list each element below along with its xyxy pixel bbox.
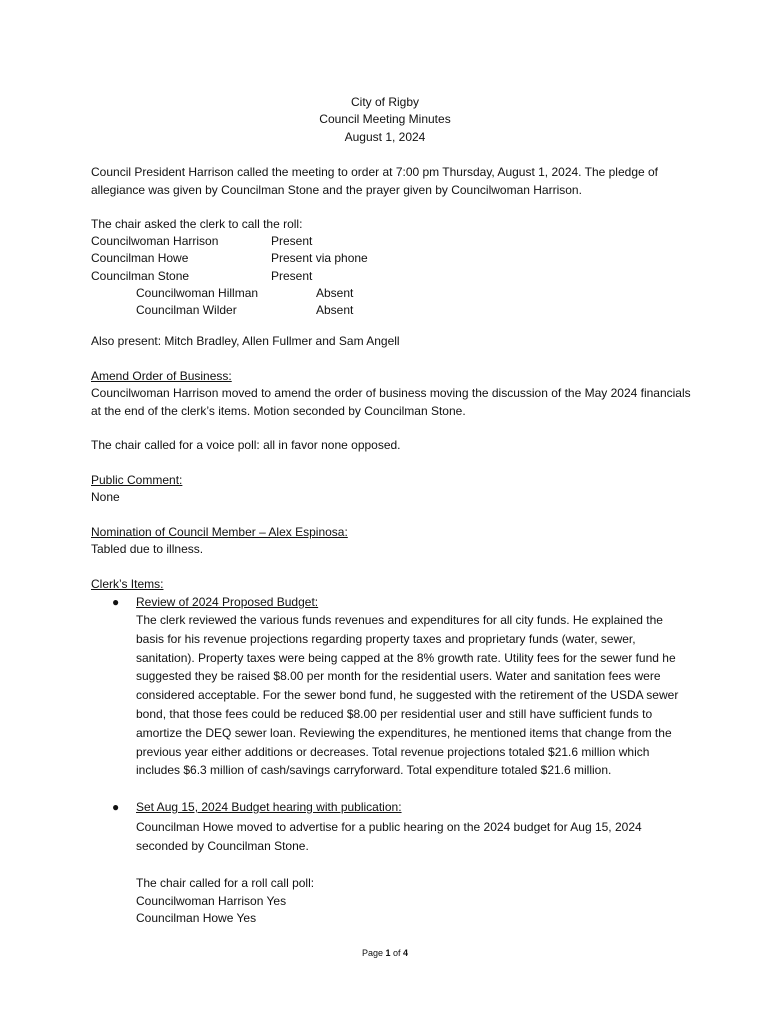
also-present: Also present: Mitch Bradley, Allen Fullmer and Sam Angell — [91, 334, 400, 348]
bullet-icon: ● — [112, 800, 120, 814]
nomination-heading: Nomination of Council Member – Alex Espinosa: — [91, 525, 348, 539]
amend-vote: The chair called for a voice poll: all in favor none opposed. — [91, 438, 401, 452]
public-comment-heading: Public Comment: — [91, 473, 183, 487]
meeting-date: August 1, 2024 — [344, 130, 426, 144]
bullet-icon: ● — [112, 595, 120, 609]
member-status: Present — [271, 269, 313, 283]
poll-intro: The chair called for a roll call poll: — [136, 876, 315, 890]
member-name: Councilwoman Hillman — [136, 286, 259, 300]
roll-intro: The chair asked the clerk to call the roll: — [91, 217, 303, 231]
member-vote: Yes — [266, 894, 287, 908]
city-name: City of Rigby — [350, 95, 420, 109]
clerks-items-heading: Clerk’s Items: — [91, 577, 164, 591]
member-name: Councilman Howe — [136, 911, 234, 925]
item-text: The clerk reviewed the various funds revenues and expenditures for all city funds. He explained the basis for his revenue projections regarding property taxes and proprietary funds (water, sewer, sanitation). Property taxes were being capped at the 8% growth rate. Utility fees for the sewer fund he suggested they be raised $8.00 per month for the residential users. Water and sanitation fees were considered acceptable. For the sewer bond fund, he suggested with the retirement of the USDA sewer bond, that those fees could be reduced $8.00 per residential user and still have sufficient funds to amortize the DEQ sewer loan. Reviewing the expenditures, he mentioned items that change from the previous year either additions or decreases. Total revenue projections totaled $21.6 million which includes $6.3 million of cash/savings carryforward. Total expenditure totaled $21.6 million. — [136, 613, 679, 778]
page-word: Page — [361, 948, 383, 958]
member-vote: Yes — [236, 911, 257, 925]
member-status: Present via phone — [271, 251, 368, 265]
member-status: Present — [271, 234, 313, 248]
opening-paragraph: Council President Harrison called the meeting to order at 7:00 pm Thursday, August 1, 2024. The pledge of allegiance was given by Councilman Stone and the prayer given by Councilwoman Harrison. — [91, 165, 659, 197]
poll-row — [136, 910, 256, 927]
amend-heading: Amend Order of Business: — [91, 369, 232, 383]
clerk-item — [112, 594, 318, 611]
page-number: 1 — [385, 948, 391, 958]
item-heading: Review of 2024 Proposed Budget: — [136, 595, 319, 609]
public-comment-text: None — [91, 490, 120, 504]
clerk-item — [112, 799, 402, 816]
page-total: 4 — [403, 948, 409, 958]
document-title: Council Meeting Minutes — [319, 112, 451, 126]
member-status: Absent — [316, 303, 354, 317]
nomination-text: Tabled due to illness. — [91, 542, 204, 556]
item-heading: Set Aug 15, 2024 Budget hearing with publication: — [136, 800, 402, 814]
amend-text: Councilwoman Harrison moved to amend the order of business moving the discussion of the May 2024 financials at the end of the clerk’s items. Motion seconded by Councilman Stone. — [91, 386, 691, 418]
member-name: Councilman Wilder — [136, 303, 237, 317]
poll-row — [136, 893, 286, 910]
member-name: Councilman Stone — [91, 269, 190, 283]
member-name: Councilwoman Harrison — [136, 894, 264, 908]
member-name: Councilwoman Harrison — [91, 234, 219, 248]
member-status: Absent — [316, 286, 354, 300]
member-name: Councilman Howe — [91, 251, 189, 265]
of-word: of — [393, 948, 401, 958]
page-footer — [0, 948, 770, 958]
item-text: Councilman Howe moved to advertise for a public hearing on the 2024 budget for Aug 15, 2024 seconded by Councilman Stone. — [136, 820, 642, 853]
